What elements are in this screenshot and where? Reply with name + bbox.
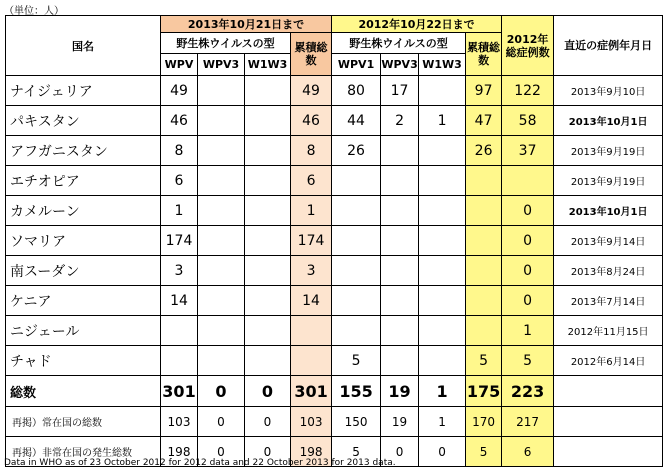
cell-cumulative-2012: 5 [466, 346, 502, 376]
cell-cumulative-2013: 49 [291, 76, 332, 106]
header-type-wpv-2013: WPV [161, 54, 198, 76]
cell-wpv1-2012 [332, 256, 381, 286]
cell-wpv3-2013: 0 [198, 376, 245, 407]
cell-w1w3-2012 [419, 316, 466, 346]
cell-recent-date [554, 376, 663, 407]
table-row [6, 286, 663, 316]
cell-cumulative-2013: 1 [291, 196, 332, 226]
cell-country: 総数 [6, 376, 161, 407]
cell-wpv-2013: 174 [161, 226, 198, 256]
cell-recent-date [554, 437, 663, 467]
cell-w1w3-2013 [245, 106, 291, 136]
cell-cumulative-2013: 8 [291, 136, 332, 166]
table-row [6, 226, 663, 256]
cell-country: ケニア [6, 286, 161, 316]
cell-wpv1-2012 [332, 316, 381, 346]
header-cumulative-2012-text: 累積総数 [467, 41, 501, 67]
cell-w1w3-2012 [419, 136, 466, 166]
header-total-2012 [502, 16, 554, 76]
cell-total-2012 [502, 166, 554, 196]
cell-wpv3-2012: 17 [381, 76, 419, 106]
cell-total-2012: 0 [502, 196, 554, 226]
cell-wpv3-2012 [381, 346, 419, 376]
cell-wpv3-2013 [198, 106, 245, 136]
cell-wpv3-2013 [198, 76, 245, 106]
cell-wpv3-2012: 19 [381, 407, 419, 437]
header-cumulative-2012 [466, 33, 502, 76]
cell-recent-date: 2013年9月19日 [554, 136, 663, 166]
header-period-2013: 2013年10月21日まで [161, 16, 332, 33]
cell-cumulative-2012: 26 [466, 136, 502, 166]
cell-wpv1-2012: 80 [332, 76, 381, 106]
header-wild-type-2013: 野生株ウイルスの型 [161, 33, 291, 54]
cell-country: アフガニスタン [6, 136, 161, 166]
cell-wpv3-2012 [381, 166, 419, 196]
cell-cumulative-2013: 14 [291, 286, 332, 316]
cell-wpv3-2013 [198, 136, 245, 166]
cell-cumulative-2012 [466, 256, 502, 286]
header-type-wpv1-2012: WPV1 [332, 54, 381, 76]
cell-total-2012: 122 [502, 76, 554, 106]
cell-cumulative-2012 [466, 316, 502, 346]
cell-country: エチオピア [6, 166, 161, 196]
cell-total-2012: 5 [502, 346, 554, 376]
cell-wpv-2013: 49 [161, 76, 198, 106]
cell-wpv-2013 [161, 316, 198, 346]
cell-recent-date: 2013年9月14日 [554, 226, 663, 256]
cell-wpv1-2012 [332, 166, 381, 196]
cell-w1w3-2012 [419, 76, 466, 106]
cell-wpv-2013: 14 [161, 286, 198, 316]
table-row [6, 196, 663, 226]
cell-w1w3-2012 [419, 286, 466, 316]
cell-cumulative-2013 [291, 316, 332, 346]
cell-cumulative-2013: 198 [291, 437, 332, 467]
cell-w1w3-2013: 0 [245, 437, 291, 467]
cell-country: チャド [6, 346, 161, 376]
cell-total-2012: 0 [502, 256, 554, 286]
table-row [6, 106, 663, 136]
cell-country: ソマリア [6, 226, 161, 256]
cell-w1w3-2013 [245, 76, 291, 106]
cell-cumulative-2012: 47 [466, 106, 502, 136]
cell-wpv1-2012 [332, 226, 381, 256]
cell-wpv1-2012 [332, 286, 381, 316]
cell-wpv3-2013 [198, 166, 245, 196]
cell-w1w3-2013 [245, 316, 291, 346]
header-recent [554, 16, 663, 76]
table-row [6, 166, 663, 196]
cell-w1w3-2012: 1 [419, 106, 466, 136]
cell-recent-date: 2013年10月1日 [554, 106, 663, 136]
cell-wpv3-2013 [198, 346, 245, 376]
cell-cumulative-2013: 46 [291, 106, 332, 136]
cell-wpv3-2013 [198, 256, 245, 286]
cell-wpv3-2013: 0 [198, 407, 245, 437]
cell-w1w3-2013 [245, 196, 291, 226]
cell-total-2012: 217 [502, 407, 554, 437]
header-country: 国名 [6, 16, 161, 76]
cell-recent-date: 2012年6月14日 [554, 346, 663, 376]
cell-country: ニジェール [6, 316, 161, 346]
cell-w1w3-2013 [245, 166, 291, 196]
cell-wpv1-2012: 150 [332, 407, 381, 437]
cell-wpv-2013: 301 [161, 376, 198, 407]
cell-wpv1-2012: 155 [332, 376, 381, 407]
cell-wpv1-2012: 5 [332, 437, 381, 467]
cell-w1w3-2013 [245, 226, 291, 256]
cell-country: 再掲）非常在国の発生総数 [6, 437, 161, 467]
cell-cumulative-2012: 5 [466, 437, 502, 467]
cell-recent-date [554, 407, 663, 437]
cell-wpv3-2013 [198, 196, 245, 226]
total-row [6, 376, 663, 407]
cell-wpv3-2012: 2 [381, 106, 419, 136]
cell-wpv-2013: 1 [161, 196, 198, 226]
cell-country: ナイジェリア [6, 76, 161, 106]
cell-wpv-2013: 6 [161, 166, 198, 196]
cell-wpv-2013: 103 [161, 407, 198, 437]
cell-wpv1-2012 [332, 196, 381, 226]
cell-wpv1-2012: 44 [332, 106, 381, 136]
cell-w1w3-2012 [419, 346, 466, 376]
cell-wpv3-2012 [381, 136, 419, 166]
cell-cumulative-2013: 3 [291, 256, 332, 286]
cell-wpv-2013: 46 [161, 106, 198, 136]
cell-w1w3-2012: 0 [419, 437, 466, 467]
cell-recent-date: 2013年9月19日 [554, 166, 663, 196]
cell-cumulative-2012 [466, 196, 502, 226]
cell-recent-date: 2013年8月24日 [554, 256, 663, 286]
table-row [6, 76, 663, 106]
cell-w1w3-2012 [419, 196, 466, 226]
cell-wpv3-2012 [381, 316, 419, 346]
cell-recent-date: 2013年7月14日 [554, 286, 663, 316]
table-row [6, 346, 663, 376]
cell-cumulative-2012: 170 [466, 407, 502, 437]
cell-wpv3-2013 [198, 286, 245, 316]
cell-w1w3-2012 [419, 256, 466, 286]
cell-wpv-2013: 3 [161, 256, 198, 286]
cell-w1w3-2013 [245, 286, 291, 316]
cell-cumulative-2012 [466, 166, 502, 196]
cell-wpv3-2012 [381, 196, 419, 226]
cell-cumulative-2013 [291, 346, 332, 376]
table-row [6, 136, 663, 166]
header-wild-type-2012: 野生株ウイルスの型 [332, 33, 466, 54]
cell-country: 再掲）常在国の総数 [6, 407, 161, 437]
cell-wpv-2013 [161, 346, 198, 376]
cell-w1w3-2013: 0 [245, 376, 291, 407]
cell-wpv3-2012 [381, 226, 419, 256]
cell-w1w3-2012 [419, 166, 466, 196]
cell-cumulative-2012 [466, 286, 502, 316]
polio-case-table [5, 15, 663, 467]
header-type-w1w3-2013: W1W3 [245, 54, 291, 76]
cell-wpv3-2012 [381, 256, 419, 286]
cell-w1w3-2012 [419, 226, 466, 256]
cell-cumulative-2012: 175 [466, 376, 502, 407]
cell-total-2012: 1 [502, 316, 554, 346]
cell-cumulative-2013: 103 [291, 407, 332, 437]
cell-w1w3-2013 [245, 136, 291, 166]
table-body [6, 76, 663, 467]
cell-cumulative-2013: 301 [291, 376, 332, 407]
cell-country: パキスタン [6, 106, 161, 136]
cell-w1w3-2013 [245, 346, 291, 376]
header-type-w1w3-2012: W1W3 [419, 54, 466, 76]
cell-total-2012: 58 [502, 106, 554, 136]
table-row [6, 256, 663, 286]
cell-w1w3-2012: 1 [419, 407, 466, 437]
cell-recent-date: 2013年9月10日 [554, 76, 663, 106]
header-cumulative-2013-text: 累積総数 [294, 41, 328, 67]
endemic-total-row [6, 407, 663, 437]
cell-country: カメルーン [6, 196, 161, 226]
cell-wpv3-2012 [381, 286, 419, 316]
cell-total-2012: 37 [502, 136, 554, 166]
header-period-2012: 2012年10月22日まで [332, 16, 502, 33]
table-row [6, 316, 663, 346]
cell-total-2012: 0 [502, 226, 554, 256]
cell-total-2012: 223 [502, 376, 554, 407]
header-type-wpv3-2012: WPV3 [381, 54, 419, 76]
cell-wpv-2013: 198 [161, 437, 198, 467]
footnote: Data in WHO as of 23 October 2012 for 2012 data and 22 October 2013 for 2013 data. [4, 458, 396, 468]
header-cumulative-2013 [291, 33, 332, 76]
header-type-wpv3-2013: WPV3 [198, 54, 245, 76]
cell-recent-date: 2012年11月15日 [554, 316, 663, 346]
header-total-2012-text: 2012年総症例数 [505, 32, 550, 59]
cell-wpv3-2013: 0 [198, 437, 245, 467]
cell-w1w3-2013 [245, 256, 291, 286]
cell-w1w3-2012: 1 [419, 376, 466, 407]
cell-wpv3-2012: 0 [381, 437, 419, 467]
cell-wpv-2013: 8 [161, 136, 198, 166]
cell-wpv1-2012: 26 [332, 136, 381, 166]
cell-cumulative-2012: 97 [466, 76, 502, 106]
cell-cumulative-2013: 6 [291, 166, 332, 196]
cell-recent-date: 2013年10月1日 [554, 196, 663, 226]
cell-country: 南スーダン [6, 256, 161, 286]
cell-wpv3-2013 [198, 316, 245, 346]
cell-total-2012: 0 [502, 286, 554, 316]
cell-total-2012: 6 [502, 437, 554, 467]
cell-cumulative-2012 [466, 226, 502, 256]
header-recent-text: 直近の症例年月日 [564, 39, 653, 52]
cell-wpv3-2012: 19 [381, 376, 419, 407]
cell-wpv3-2013 [198, 226, 245, 256]
cell-cumulative-2013: 174 [291, 226, 332, 256]
unit-label: （単位：人） [4, 6, 64, 17]
cell-wpv1-2012: 5 [332, 346, 381, 376]
cell-w1w3-2013: 0 [245, 407, 291, 437]
